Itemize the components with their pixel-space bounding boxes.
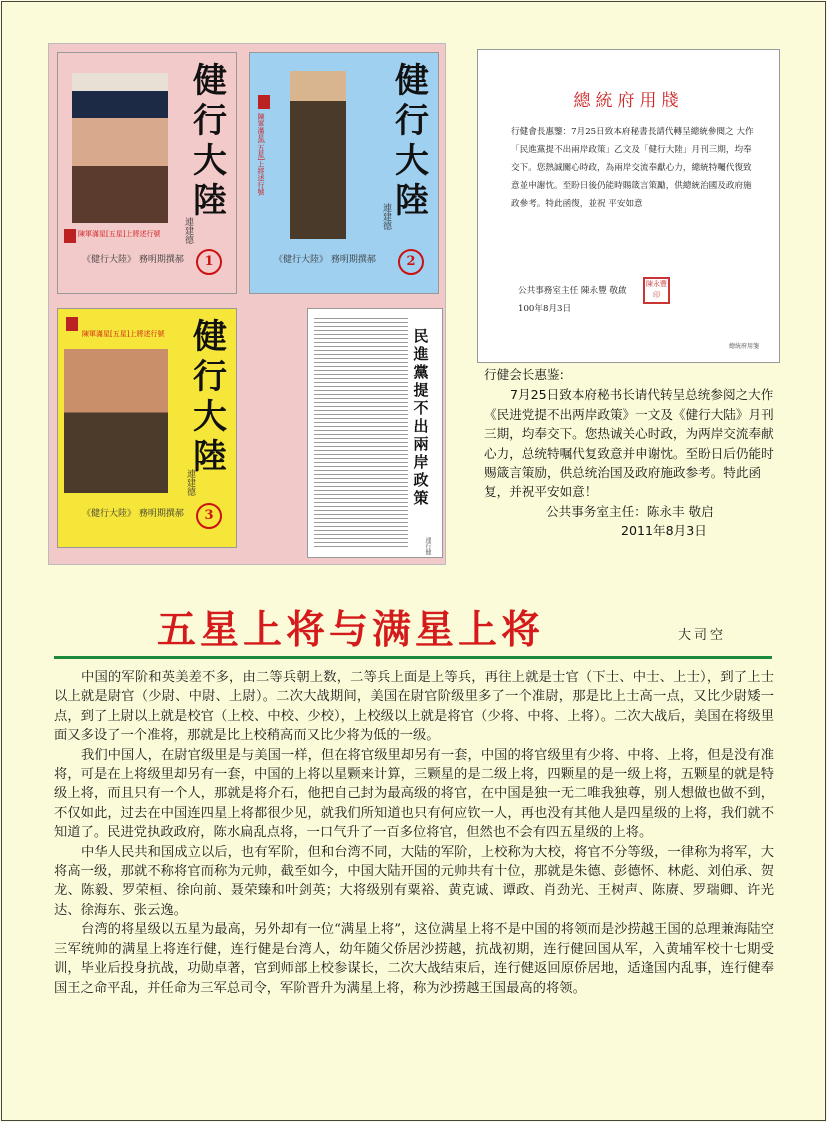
cover-photo (72, 73, 168, 223)
cover-publisher: 《健行大陸》 務明期撰郝 (82, 255, 184, 265)
article-body (54, 668, 774, 998)
cover-1 (57, 52, 237, 294)
transcription-body: 7月25日致本府秘书长请代转呈总统参阅之大作《民进党提不出两岸政策》一文及《健行大陆》月刊三期，均奉交下。您热诚关心时政，为两岸交流奉献心力，总统特嘱代复致意并申谢忱。至盼日后仍能时赐箴言策励，供总统治国及政府施政参考。特此函复，并祝平安如意！ (484, 387, 774, 500)
article-paragraph: 中国的军阶和英美差不多，由二等兵朝上数，二等兵上面是上等兵，再往上就是士官（下士、中士、上士），到了上士以上就是尉官（少尉、中尉、上尉）。二次大战期间，美国在尉官阶级里多了一个准尉，那是比上士高一点，又比少尉矮一点，到了上尉以上就是校官（上校、中校、少校），上校级以上就是将官（少将、中将、上将）。二次大战后，美国在将级里面又多设了一个准将，那就是比上校稍高而又比少将为低的一级。 (54, 670, 774, 744)
presidential-letter (477, 49, 780, 363)
cover-signature: 連建德 (381, 203, 391, 230)
clipping-text-block (314, 315, 408, 549)
red-seal (258, 95, 270, 109)
cover-publisher: 《健行大陸》 務明期撰郝 (82, 509, 184, 519)
cover-photo (290, 71, 346, 239)
cover-number: 2 (398, 249, 424, 275)
cover-signature: 連建德 (185, 469, 195, 496)
clipping-headline: 民進黨提不出兩岸政策 (413, 327, 429, 507)
magazine-collage (48, 43, 446, 565)
letter-seal: 陳永豐印 (643, 277, 670, 304)
letter-date: 100年8月3日 (518, 304, 572, 314)
title-divider (54, 656, 772, 659)
article-paragraph: 台湾的将星级以五星为最高，另外却有一位“满星上将”，这位满星上将不是中国的将领而是沙捞越王国的总理兼海陆空三军统帅的满星上将连行健，连行健是台湾人，幼年随父侨居沙捞越，抗战初期，连行健回国从军，入黄埔军校十七期受训，毕业后投身抗战，功勋卓著，官到师部上校参谋长，二次大战结束后，连行健返回原侨居地，适逢国内乱事，连行健奉国王之命平乱，并任命为三军总司令，军阶晋升为满星上将，称为沙捞越王国最高的将领。 (54, 922, 774, 996)
newspaper-clipping (307, 308, 443, 558)
letter-footer: 總統府用箋 (728, 343, 759, 350)
letter-signature: 公共事務室主任 陳永豐 敬啟 (518, 286, 627, 296)
red-seal (64, 229, 76, 243)
cover-title: 健行大陸 (395, 61, 429, 221)
article-title: 五星上将与满星上将 (157, 607, 545, 653)
transcription-date: 2011年8月3日 (621, 523, 707, 539)
cover-title: 健行大陸 (193, 61, 227, 221)
cover-tag: 陳軍滿星[五星]上將述行號 (78, 230, 161, 238)
article-paragraph: 我们中国人，在尉官级里是与美国一样，但在将官级里却另有一套，中国的将官级里有少将、中将、上将，但是没有准将，可是在上将级里却另有一套，中国的上将以星颗来计算，三颗星的是二级上将，四颗星的是一级上将，五颗星的就是特级上将，而且只有一个人，那就是将介石，他把自己封为最高级的将官，在中国是独一无二唯我独尊，别人想做也做不到，不仅如此，过去在中国连四星上将都很少见，就我们所知道也只有何应钦一人，再也没有其他人是四星级的上将，我们就不知道了。民进党执政政府，陈水扁乱点将，一口气升了一百多位将官，但然也不会有四五星级的上将。 (54, 747, 774, 841)
cover-photo (64, 349, 168, 493)
cover-title: 健行大陸 (193, 317, 227, 477)
cover-number: 1 (196, 249, 222, 275)
article-author: 大司空 (678, 628, 727, 643)
cover-2 (249, 52, 439, 294)
transcription-signature: 公共事务室主任：陈永丰 敬启 (546, 503, 714, 519)
cover-signature: 連建德 (183, 217, 193, 244)
red-seal (66, 317, 78, 331)
letter-heading: 總統府用牋 (573, 91, 684, 111)
transcription-salutation: 行健会长惠鉴: (484, 367, 564, 382)
cover-3 (57, 308, 237, 548)
letter-signature-block (518, 282, 627, 318)
clipping-byline: 連行健 (424, 537, 431, 555)
cover-tag: 陳軍滿星[五星]上將述行號 (82, 330, 165, 338)
cover-publisher: 《健行大陸》 務明期撰郝 (274, 255, 376, 265)
article-paragraph: 中华人民共和国成立以后，也有军阶，但和台湾不同，大陆的军阶，上校称为大校，将官不分等级，一律称为将军，大将高一级，那就不称将官而称为元帅，截至如今，中国大陆开国的元帅共有十位，那就是朱德、彭德怀、林彪、刘伯承、贺龙、陈毅、罗荣桓、徐向前、聂荣臻和叶剑英；大将级别有粟裕、黄克诚、谭政、肖劲光、王树声、陈赓、罗瑞卿、许光达、徐海东、张云逸。 (54, 844, 774, 918)
letter-transcription (484, 365, 776, 541)
cover-number: 3 (196, 503, 222, 529)
letter-body: 行健會長惠鑒：7月25日致本府秘書長請代轉呈總統參閱之 大作「民進黨提不出兩岸政策」乙文及「健行大陸」月刊三期，均奉交下。您熱誠關心時政，為兩岸交流奉獻心力，總統特囑代復致意並申謝忱。至盼日後仍能時賜箴言策勵，供總統治國及政府施政參考。特此函復，並祝 平安如意 (511, 127, 754, 209)
cover-tag: 陳軍滿星[五星]上將述行號 (257, 113, 265, 196)
